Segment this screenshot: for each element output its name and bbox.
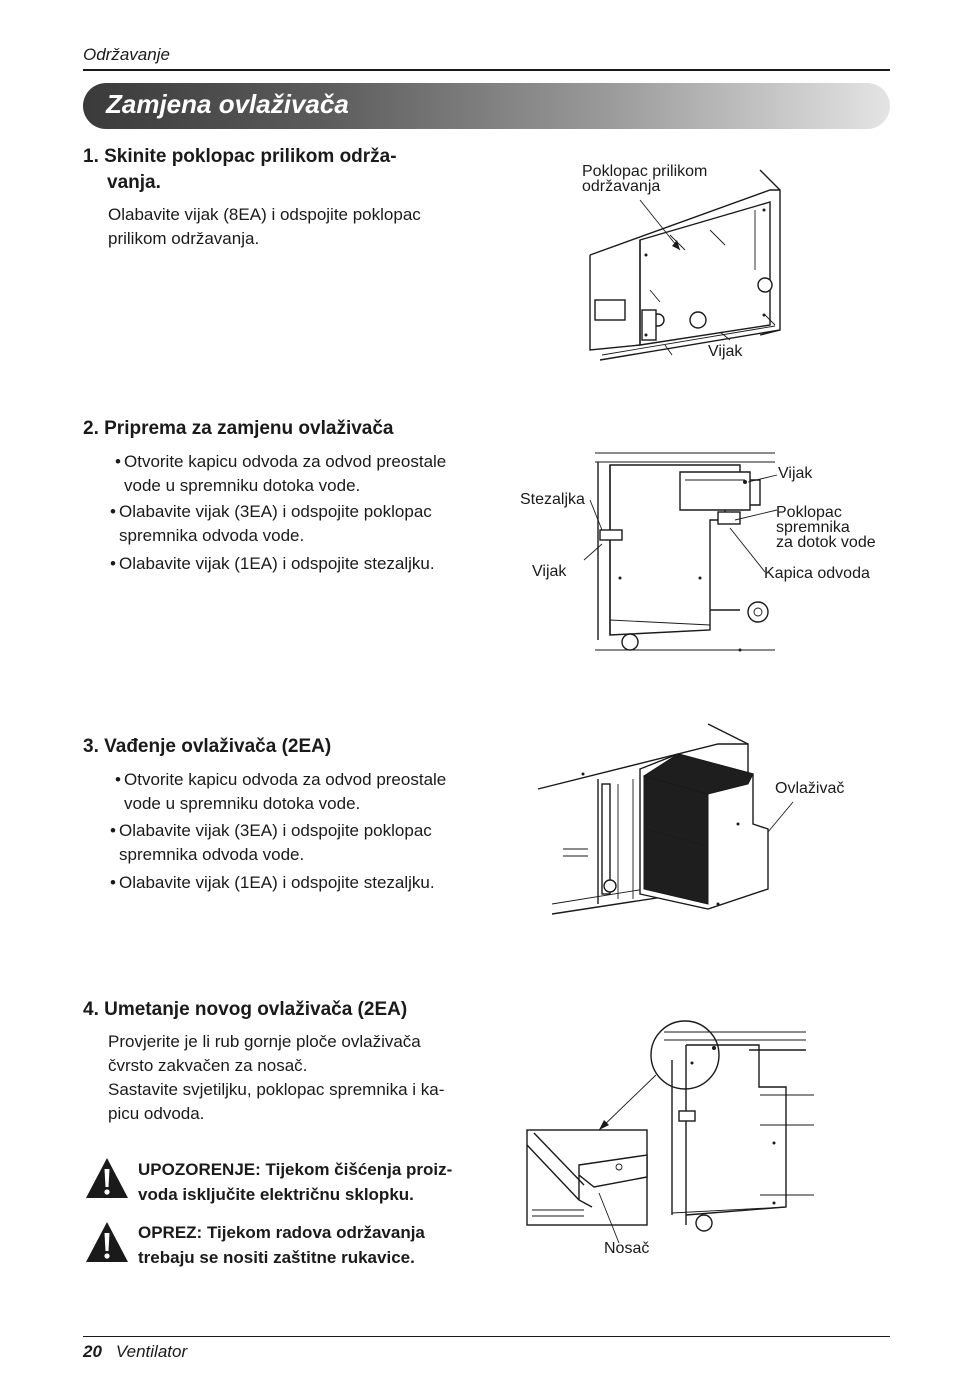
step-4-text-line4: picu odvoda. (108, 1104, 205, 1123)
product-name: Ventilator (115, 1342, 188, 1361)
step-1-text-line2: prilikom održavanja. (108, 229, 260, 248)
warning-line2: voda isključite električnu sklopku. (138, 1185, 414, 1204)
step-2-bullet-1: • Otvorite kapicu odvoda za odvod preostale vode u spremniku dotoka vode. (115, 452, 447, 495)
step-4-text (108, 1030, 444, 1126)
label-drain-cap: Kapica odvoda (764, 565, 870, 582)
caution-line2: trebaju se nositi zaštitne rukavice. (138, 1248, 415, 1267)
label-bracket: Nosač (604, 1240, 650, 1257)
step-4-title: 4. Umetanje novog ovlaživača (2EA) (83, 999, 408, 1020)
caution-text (138, 1220, 425, 1270)
label-screw-left: Vijak (532, 563, 567, 580)
step-1-title (83, 144, 397, 196)
label-maintenance-cover: Poklopac prilikom održavanja (582, 163, 708, 195)
step-3-bullet-1: • Otvorite kapicu odvoda za odvod preostale vode u spremniku dotoka vode. (115, 770, 447, 813)
page-number: 20 (83, 1342, 102, 1361)
header-divider (83, 69, 890, 71)
warning-line1: UPOZORENJE: Tijekom čišćenja proiz- (138, 1160, 453, 1179)
caution-line1: OPREZ: Tijekom radova održavanja (138, 1223, 425, 1242)
step-2-title: 2. Priprema za zamjenu ovlaživača (83, 418, 394, 439)
footer-divider (83, 1336, 890, 1337)
label-humidifier: Ovlaživač (775, 780, 845, 797)
page-footer (83, 1342, 187, 1362)
step-4-text-line3: Sastavite svjetiljku, poklopac spremnika i ka- (108, 1080, 445, 1099)
step-1-title-line2: vanja. (107, 172, 161, 193)
step-3-bullet-3: • Olabavite vijak (1EA) i odspojite stezaljku. (110, 873, 435, 892)
step-2-bullet-3: • Olabavite vijak (1EA) i odspojite stezaljku. (110, 554, 435, 573)
warning-triangle-icon (84, 1220, 130, 1264)
figure-insert-humidifier (524, 1015, 814, 1235)
step-3-title: 3. Vađenje ovlaživača (2EA) (83, 736, 332, 757)
step-1-text-line1: Olabavite vijak (8EA) i odspojite poklopac (108, 205, 421, 224)
step-3-bullet-2: • Olabavite vijak (3EA) i odspojite poklopac spremnika odvoda vode. (110, 821, 432, 864)
warning-triangle-icon (84, 1156, 130, 1200)
step-4-text-line1: Provjerite je li rub gornje ploče ovlaživača (108, 1032, 421, 1051)
section-header: Održavanje (83, 45, 170, 64)
step-1-text (108, 203, 421, 251)
label-clamp: Stezaljka (520, 491, 585, 508)
figure-remove-humidifier (538, 724, 768, 924)
step-1-title-line1: 1. Skinite poklopac prilikom održa- (83, 146, 397, 167)
step-2-bullet-2: • Olabavite vijak (3EA) i odspojite poklopac spremnika odvoda vode. (110, 502, 432, 545)
warning-text (138, 1157, 452, 1207)
page-title: Zamjena ovlaživača (106, 89, 349, 119)
label-tank-cover: Poklopac spremnika za dotok vode (776, 504, 876, 551)
figure-prepare-replacement (590, 450, 780, 660)
label-screw-right: Vijak (778, 465, 813, 482)
step-4-text-line2: čvrsto zakvačen za nosač. (108, 1056, 308, 1075)
label-screw-step1: Vijak (708, 343, 743, 360)
